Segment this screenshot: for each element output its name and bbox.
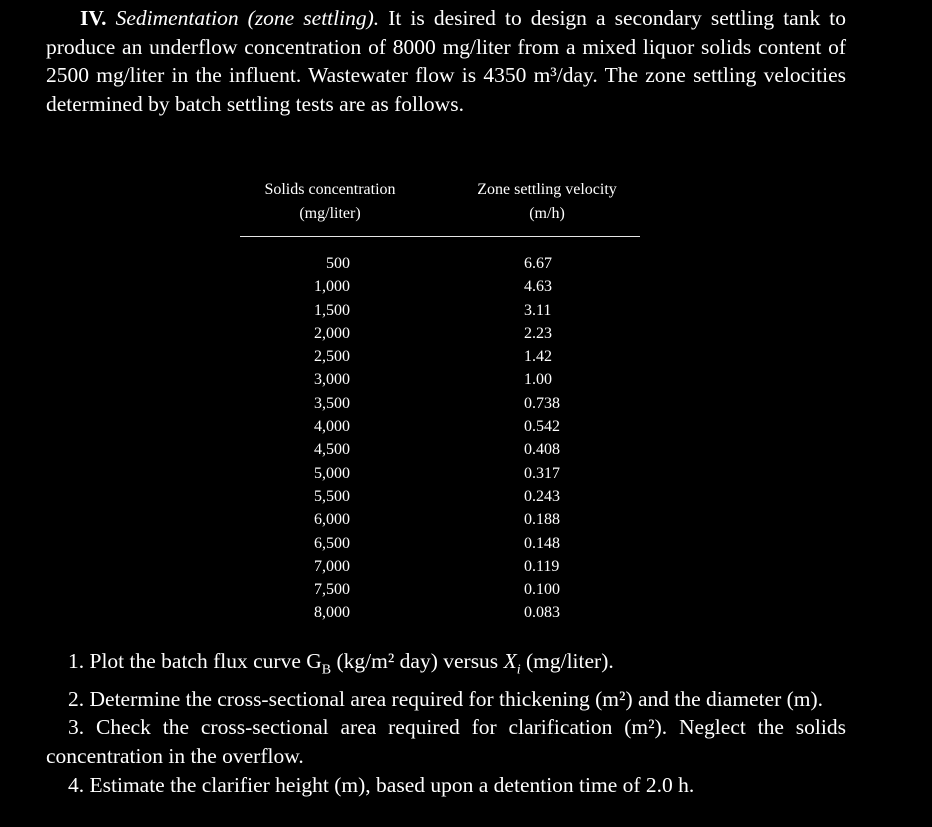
- cell-concentration: 4,000: [314, 418, 350, 436]
- cell-concentration: 3,500: [314, 394, 350, 412]
- cell-velocity: 6.67: [524, 255, 552, 272]
- cell-velocity: 2.23: [524, 324, 552, 342]
- table-row: [240, 415, 640, 438]
- table-row: [240, 555, 640, 578]
- cell-concentration: 8,000: [314, 604, 350, 622]
- header-unit: (m/h): [529, 205, 565, 222]
- question-subscript: i: [516, 662, 521, 678]
- question-text: (mg/liter).: [520, 649, 614, 673]
- cell-velocity: 0.119: [524, 557, 560, 575]
- table-row: [240, 601, 640, 624]
- problem-text: It is desired to design a secondary settling tank to produce an underflow concentration of 8000 mg/liter from a mixed liquor solids content of 2500 mg/liter in the influent. Wastewater flow is 4350 m³/day. The zone settling velocities determined by batch settling tests are as follows.: [46, 6, 847, 116]
- problem-statement: [46, 4, 846, 118]
- cell-concentration: 500: [326, 255, 350, 272]
- cell-velocity: 0.100: [524, 581, 560, 599]
- cell-velocity: 0.317: [524, 464, 560, 482]
- table-row: [240, 345, 640, 368]
- question-3: 3. Check the cross-sectional area required for clarification (m²). Neglect the solids concentration in the overflow.: [46, 715, 846, 769]
- cell-velocity: 0.542: [524, 418, 560, 436]
- question-subscript: B: [321, 662, 332, 678]
- header-line: Zone settling velocity: [477, 181, 617, 198]
- table-row: [240, 438, 640, 461]
- table-header-velocity: [452, 178, 642, 226]
- table-row: [240, 485, 640, 508]
- table-row: [240, 322, 640, 345]
- question-2: 2. Determine the cross-sectional area required for thickening (m²) and the diameter (m).: [68, 686, 824, 711]
- cell-velocity: 0.188: [524, 511, 560, 529]
- header-line: Solids concentration: [264, 181, 396, 198]
- cell-concentration: 4,500: [314, 441, 350, 459]
- table-row: [240, 392, 640, 415]
- cell-concentration: 7,000: [314, 557, 350, 575]
- table-row: [240, 299, 640, 322]
- header-rule: [240, 236, 640, 237]
- cell-concentration: 2,000: [314, 324, 350, 342]
- cell-concentration: 6,500: [314, 534, 350, 552]
- table-row: [240, 508, 640, 531]
- question-list: [46, 647, 846, 799]
- cell-velocity: 1.42: [524, 348, 552, 366]
- problem-number: IV.: [80, 6, 107, 30]
- cell-concentration: 1,500: [314, 301, 350, 319]
- cell-velocity: 1.00: [524, 371, 552, 389]
- question-text: (kg/m² day) versus: [331, 649, 504, 673]
- table-row: [240, 532, 640, 555]
- cell-velocity: 0.243: [524, 487, 560, 505]
- cell-concentration: 5,500: [314, 487, 350, 505]
- table-body: [240, 252, 640, 625]
- cell-concentration: 7,500: [314, 581, 350, 599]
- question-variable: X: [503, 649, 517, 673]
- cell-velocity: 3.11: [524, 301, 552, 319]
- table-row: [240, 368, 640, 391]
- question-text: 1. Plot the batch flux curve G: [68, 649, 322, 673]
- table-row: [240, 252, 640, 275]
- table-header-concentration: [240, 178, 420, 226]
- question-4: 4. Estimate the clarifier height (m), based upon a detention time of 2.0 h.: [68, 772, 695, 797]
- table-row: [240, 462, 640, 485]
- question-1: [46, 647, 846, 685]
- cell-velocity: 0.083: [524, 604, 560, 622]
- cell-velocity: 4.63: [524, 278, 552, 296]
- cell-concentration: 6,000: [314, 511, 350, 529]
- cell-concentration: 5,000: [314, 464, 350, 482]
- cell-concentration: 3,000: [314, 371, 350, 389]
- table-row: [240, 275, 640, 298]
- cell-velocity: 0.738: [524, 394, 560, 412]
- header-unit: (mg/liter): [299, 205, 361, 222]
- cell-velocity: 0.408: [524, 441, 560, 459]
- table-row: [240, 578, 640, 601]
- problem-title: Sedimentation (zone settling).: [115, 6, 380, 30]
- cell-concentration: 2,500: [314, 348, 350, 366]
- cell-velocity: 0.148: [524, 534, 560, 552]
- cell-concentration: 1,000: [314, 278, 350, 296]
